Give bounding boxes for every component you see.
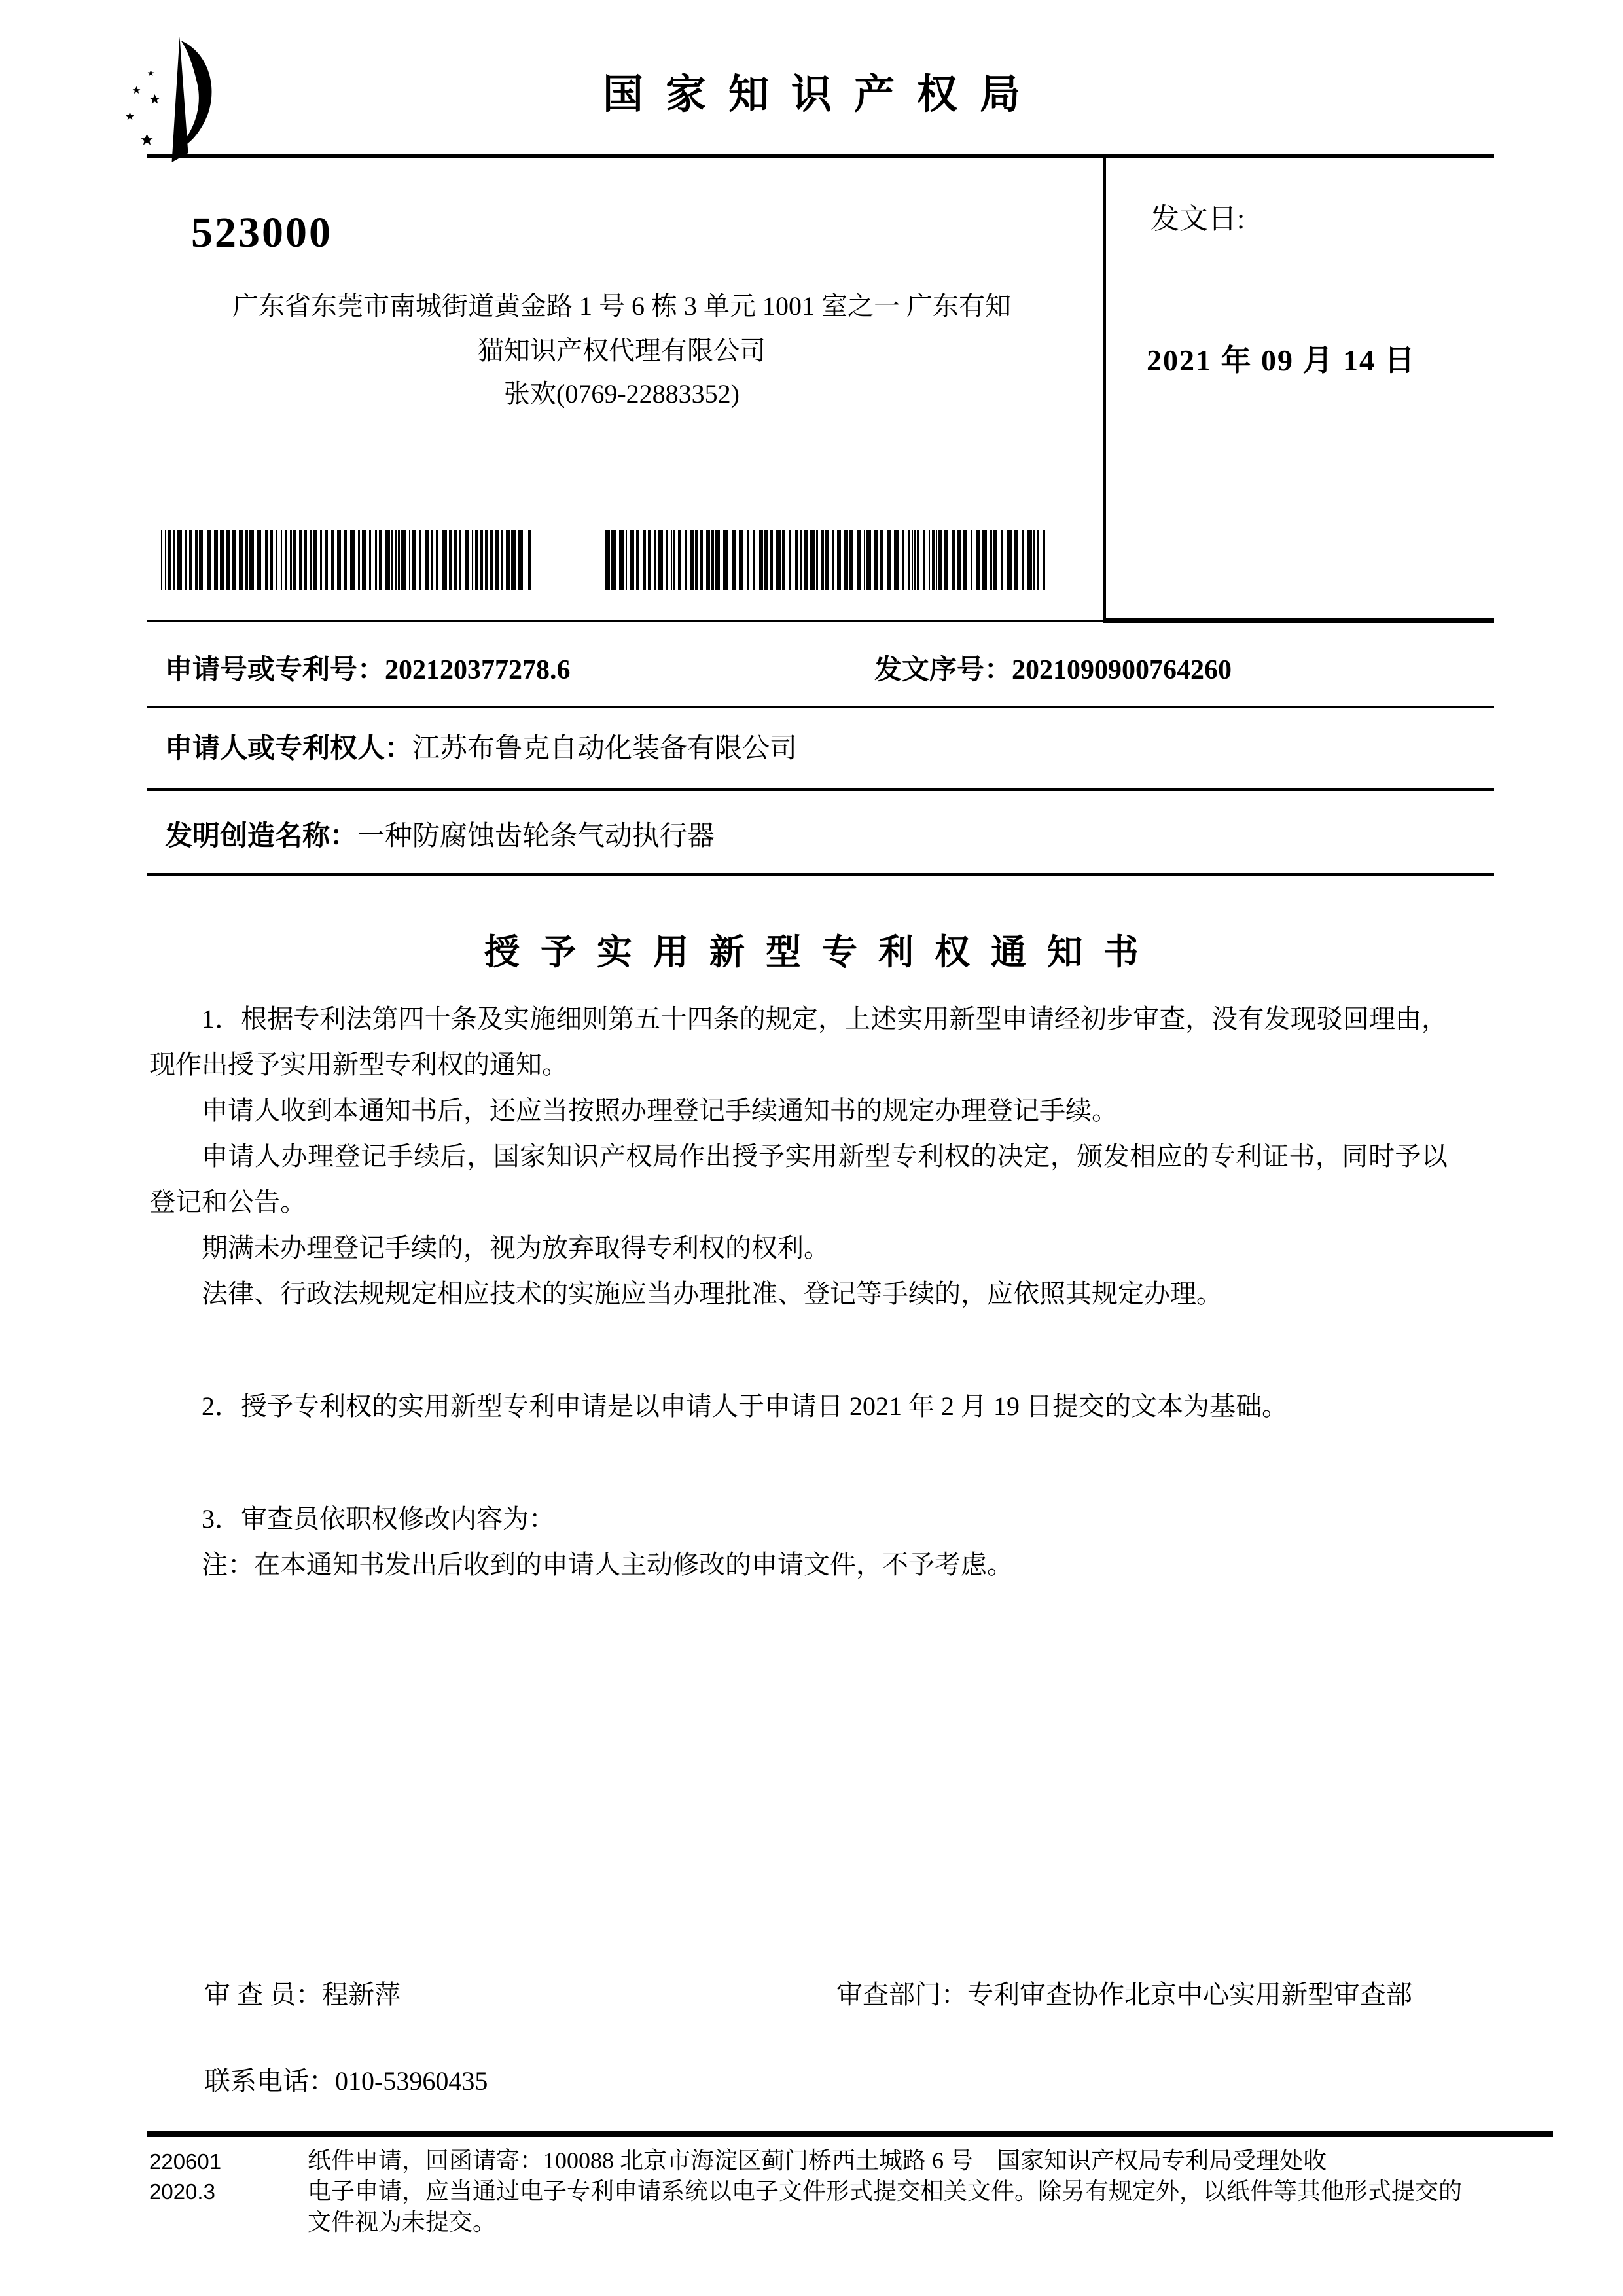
notice-paragraph: 申请人办理登记手续后，国家知识产权局作出授予实用新型专利权的决定，颁发相应的专利证书，同时予以登记和公告。 — [149, 1141, 1448, 1217]
department-name: 专利审查协作北京中心实用新型审查部 — [967, 1980, 1412, 2009]
form-code: 220601 — [149, 2149, 222, 2174]
dispatch-serial-row — [874, 648, 1232, 687]
footer-paper-line: 纸件申请，回函请寄：100088 北京市海淀区蓟门桥西土城路 6 号 国家知识产权局专利局受理处收 — [308, 2147, 1327, 2174]
row-rule-3 — [147, 873, 1494, 876]
dispatch-date-label: 发文日: — [1150, 203, 1245, 235]
application-number-barcode — [161, 530, 531, 590]
dispatch-serial-value: 2021090900764260 — [1012, 655, 1232, 685]
notice-paragraph: 注：在本通知书发出后收到的申请人主动修改的申请文件，不予考虑。 — [202, 1550, 1013, 1579]
notice-paragraph: 3．审查员依职权修改内容为： — [202, 1504, 555, 1534]
dispatch-serial-label: 发文序号： — [874, 655, 1012, 685]
application-number-value: 202120377278.6 — [385, 655, 571, 685]
notice-title: 授予实用新型专利权通知书 — [484, 933, 1160, 972]
mailing-address-line2: 猫知识产权代理有限公司 — [478, 336, 766, 365]
mailing-address-line1: 广东省东莞市南城街道黄金路 1 号 6 栋 3 单元 1001 室之一 广东有知 — [232, 291, 1011, 321]
invention-title-row — [165, 814, 715, 853]
examiner-row — [204, 1974, 401, 2011]
barcode-rule-left — [147, 620, 1103, 622]
application-number-label: 申请号或专利号： — [165, 655, 385, 685]
applicant-label: 申请人或专利权人： — [165, 734, 413, 764]
notice-paragraph: 法律、行政法规规定相应技术的实施应当办理批准、登记等手续的，应依照其规定办理。 — [202, 1279, 1222, 1308]
postal-code: 523000 — [191, 209, 332, 257]
applicant-value: 江苏布鲁克自动化装备有限公司 — [412, 734, 798, 764]
form-version: 2020.3 — [149, 2179, 215, 2204]
contact-phone-value: 010-53960435 — [335, 2066, 488, 2096]
mailing-contact-line: 张欢(0769-22883352) — [504, 379, 740, 408]
department-row — [836, 1974, 1412, 2011]
invention-title-label: 发明创造名称： — [165, 821, 358, 852]
footer-electronic-line2: 文件视为未提交。 — [308, 2209, 497, 2235]
dispatch-number-barcode — [605, 530, 1045, 590]
footer-rule — [147, 2131, 1553, 2137]
footer-instructions — [308, 2145, 1538, 2238]
agency-title: 国家知识产权局 — [602, 73, 1043, 117]
notice-paragraph: 期满未办理登记手续的，视为放弃取得专利权的权利。 — [202, 1233, 830, 1263]
contact-phone-row — [204, 2060, 488, 2098]
invention-title-value: 一种防腐蚀齿轮条气动执行器 — [357, 821, 715, 852]
dispatch-date-value: 2021 年 09 月 14 日 — [1147, 344, 1416, 377]
application-number-row — [165, 648, 571, 687]
footer-electronic-line1: 电子申请，应当通过电子专利申请系统以电子文件形式提交相关文件。除另有规定外，以纸件等其他形式提交的 — [308, 2178, 1463, 2204]
applicant-row — [165, 726, 797, 766]
notice-paragraph: 1．根据专利法第四十条及实施细则第五十四条的规定，上述实用新型申请经初步审查，没有发现驳回理由，现作出授予实用新型专利权的通知。 — [149, 1004, 1448, 1079]
address-date-divider — [1103, 154, 1106, 622]
notice-paragraph: 申请人收到本通知书后，还应当按照办理登记手续通知书的规定办理登记手续。 — [202, 1096, 1118, 1125]
contact-phone-label: 联系电话： — [204, 2066, 335, 2096]
row-rule-1 — [147, 706, 1494, 708]
examiner-name: 程新萍 — [322, 1980, 401, 2009]
barcode-rule-right — [1103, 618, 1494, 623]
notice-body — [149, 996, 1448, 1588]
header-rule — [147, 154, 1494, 158]
notice-paragraph: 2．授予专利权的实用新型专利申请是以申请人于申请日 2021 年 2 月 19 日提交的文本为基础。 — [202, 1391, 1288, 1421]
examiner-label: 审 查 员： — [204, 1980, 322, 2009]
department-label: 审查部门： — [836, 1980, 967, 2009]
form-code-block — [149, 2147, 293, 2207]
row-rule-2 — [147, 788, 1494, 791]
